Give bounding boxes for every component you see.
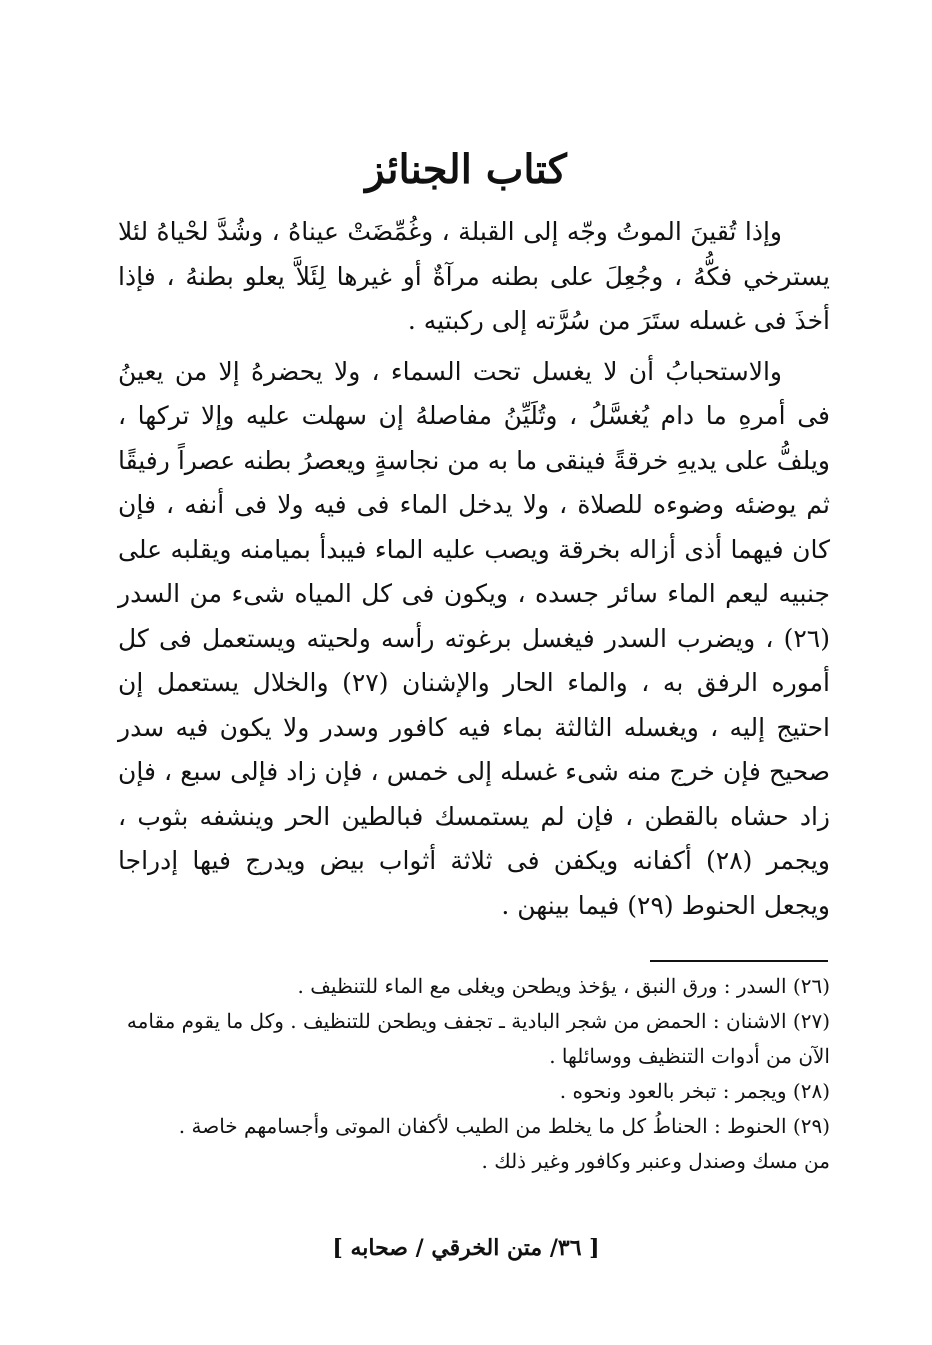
chapter-title: كتاب الجنائز xyxy=(365,146,567,193)
footnote-26: (٢٦) السدر : ورق النبق ، يؤخذ ويطحن ويغلى مع الماء للتنظيف . xyxy=(297,974,830,998)
footnote-27-continuation: الآن من أدوات التنظيف ووسائلها . xyxy=(549,1044,830,1068)
body-text xyxy=(118,210,830,928)
paragraph-2: والاستحبابُ أن لا يغسل تحت السماء ، ولا يحضرهُ إلا من يعينُ فى أمرهِ ما دام يُغسَّلُ ، وتُلَيِّنُ مفاصلهُ إن سهلت عليه وإلا تركها ، ويلفُّ على يديهِ خرقةً فينقى ما به من نجاسةٍ ويعصرُ بطنه عصراً رفيقًا ثم يوضئه وضوءه للصلاة ، ولا يدخل الماء فى فيه ولا فى أنفه ، فإن كان فيهما أذى أزاله بخرقة ويصب عليه الماء فيبدأ بميامنه ويقلبه على جنبيه ليعم الماء سائر جسده ، ويكون فى كل المياه شىء من السدر (٢٦) ، ويضرب السدر فيغسل برغوته رأسه ولحيته ويستعمل فى كل أموره الرفق به ، والماء الحار والإشنان (٢٧) والخلال يستعمل إن احتيج إليه ، ويغسله الثالثة بماء فيه كافور وسدر ولا يكون فيه سدر صحيح فإن خرج منه شىء غسله إلى خمس ، فإن زاد فإلى سبع ، فإن زاد حشاه بالقطن ، فإن لم يستمسك فبالطين الحر وينشفه بثوب ، ويجمر (٢٨) أكفانه ويكفن فى ثلاثة أثواب بيض ويدرج فيها إدراجا ويجعل الحنوط (٢٩) فيما بينهن . xyxy=(118,356,830,920)
footnote-28: (٢٨) ويجمر : تبخر بالعود ونحوه . xyxy=(559,1079,830,1103)
footnotes xyxy=(100,970,830,1180)
page-footer: [ ٣٦/ متن الخرقي / صحابه ] xyxy=(332,1235,600,1261)
paragraph-1: وإذا تُقينَ الموتُ وجّه إلى القبلة ، وغُمِّضَتْ عيناهُ ، وشُدَّ لحْياهُ لئلا يسترخي فكُّهُ ، وجُعِلَ على بطنه مرآةٌ أو غيرها لِئَلاَّ يعلو بطنهُ ، فإذا أخذَ فى غسله ستَرَ من سُرَّته إلى ركبتيه . xyxy=(118,217,830,335)
footnote-29: (٢٩) الحنوط : الحناطُ كل ما يخلط من الطيب لأكفان الموتى وأجسامهم خاصة . xyxy=(178,1114,830,1138)
footnote-divider xyxy=(650,960,828,962)
footnote-29-continuation: من مسك وصندل وعنبر وكافور وغير ذلك . xyxy=(481,1149,830,1173)
footnote-27: (٢٧) الاشنان : الحمض من شجر البادية ـ تجفف ويطحن للتنظيف . وكل ما يقوم مقامه xyxy=(126,1009,830,1033)
